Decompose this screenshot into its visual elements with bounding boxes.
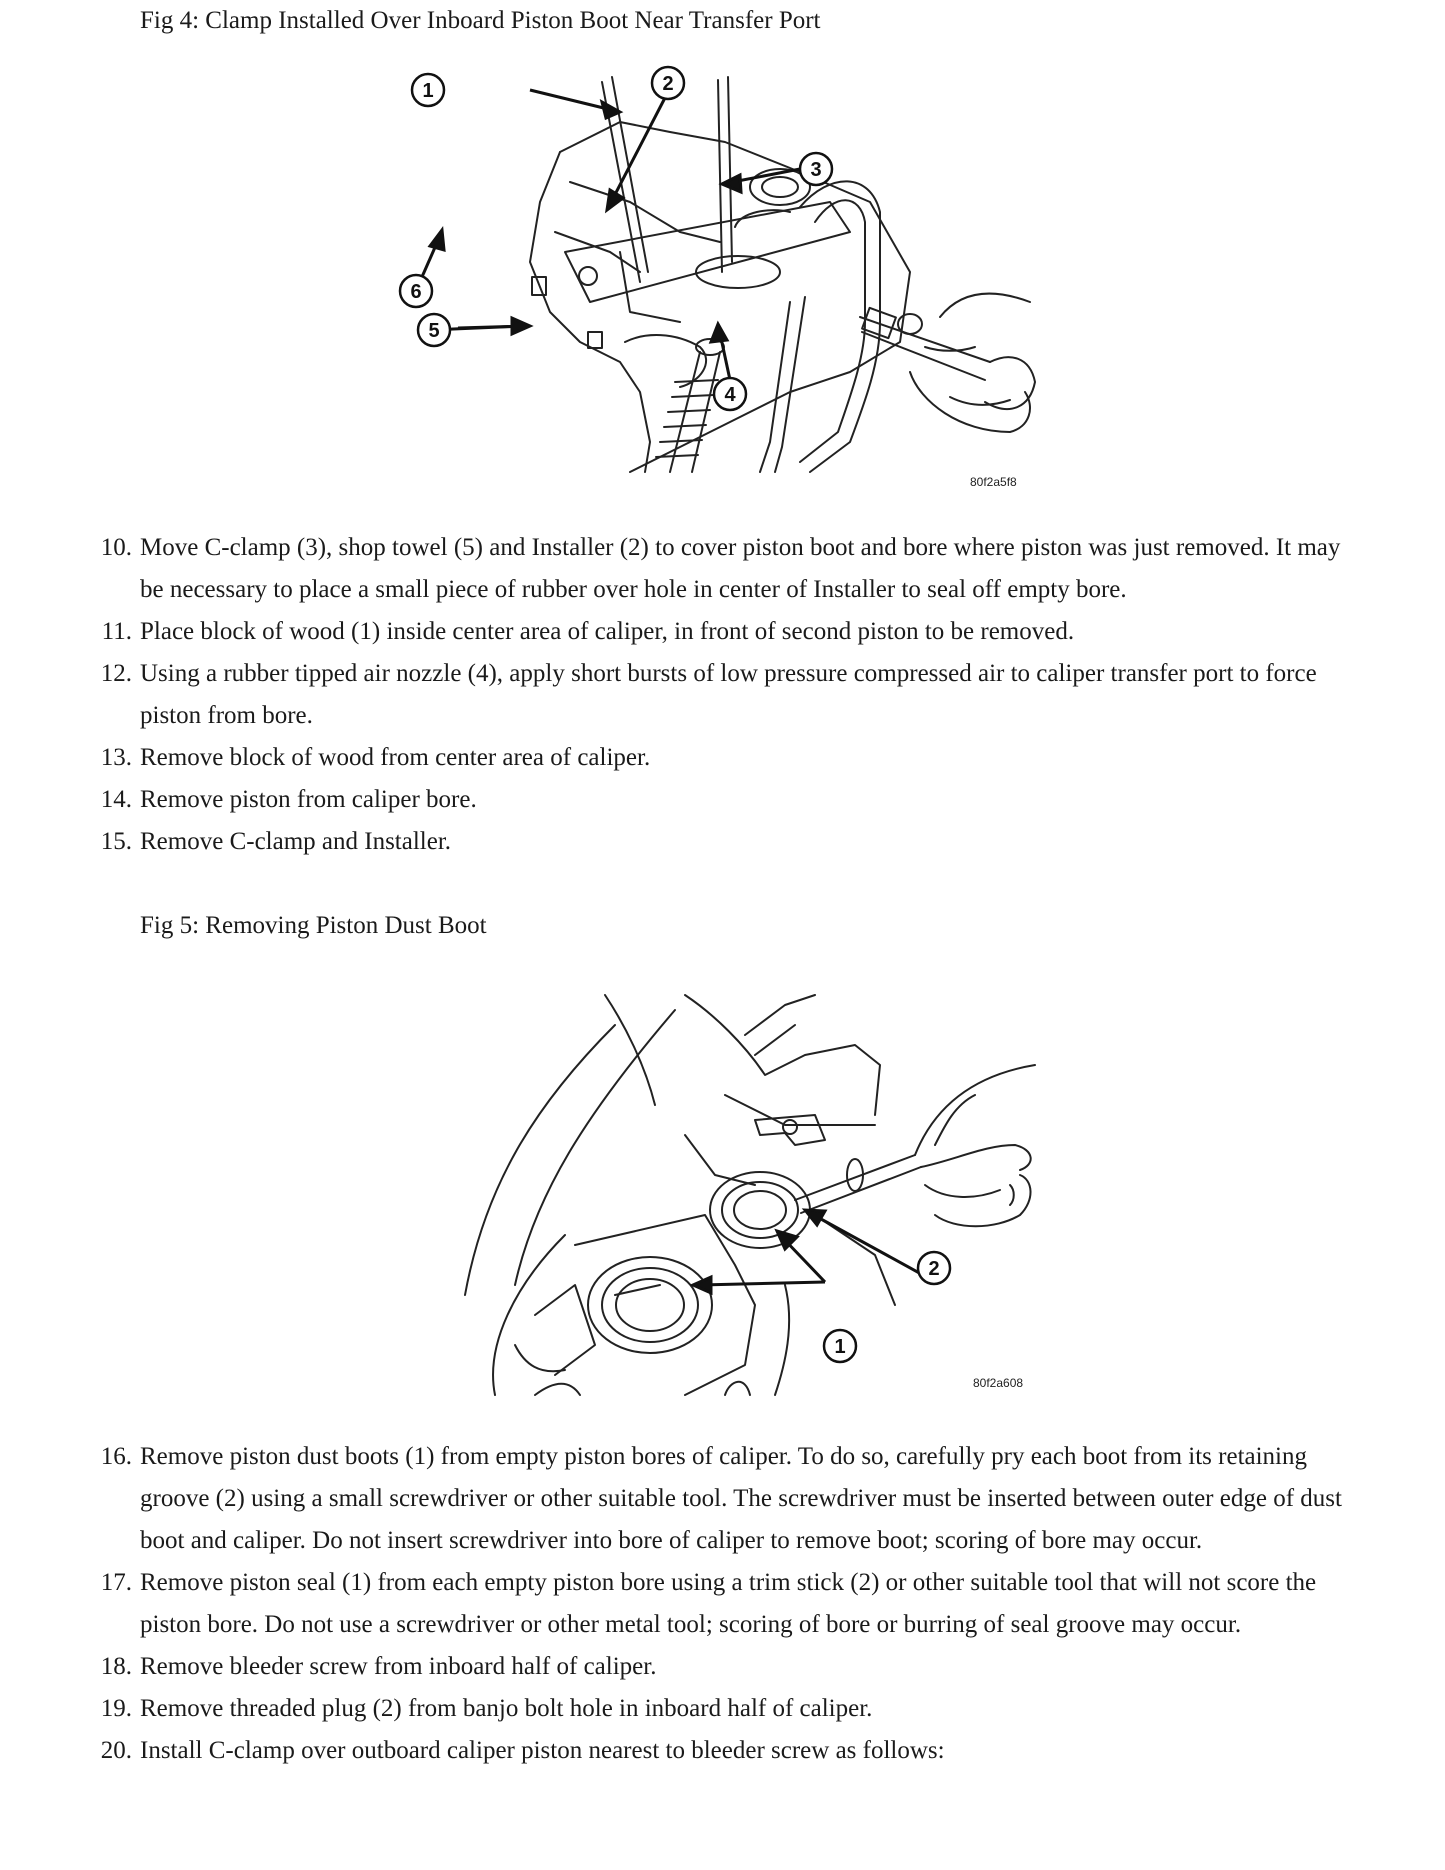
step-text: Place block of wood (1) inside center area of caliper, in front of second piston to be removed. bbox=[140, 618, 1075, 645]
fig5-caption: Fig 5: Removing Piston Dust Boot bbox=[140, 912, 487, 939]
step-text: Using a rubber tipped air nozzle (4), apply short bursts of low pressure compressed air to caliper transfer port to force piston from bore. bbox=[140, 660, 1317, 729]
svg-text:2: 2 bbox=[662, 73, 674, 95]
svg-text:4: 4 bbox=[724, 384, 736, 406]
step-text: Remove C-clamp and Installer. bbox=[140, 828, 452, 855]
fig5-illustration bbox=[455, 985, 1045, 1405]
list-item bbox=[0, 1646, 1445, 1688]
step-number: 14. bbox=[100, 786, 132, 813]
list-item bbox=[0, 1436, 1445, 1562]
fig4-callout-5 bbox=[418, 314, 450, 346]
list-item bbox=[0, 653, 1445, 737]
list-item bbox=[0, 737, 1445, 779]
svg-text:1: 1 bbox=[422, 80, 434, 102]
svg-text:2: 2 bbox=[928, 1258, 940, 1280]
fig4-caption: Fig 4: Clamp Installed Over Inboard Piston Boot Near Transfer Port bbox=[140, 7, 821, 34]
step-number: 19. bbox=[100, 1695, 132, 1722]
step-text: Remove bleeder screw from inboard half of caliper. bbox=[140, 1653, 657, 1680]
fig4-image-code: 80f2a5f8 bbox=[970, 475, 1017, 489]
step-text: Remove block of wood from center area of caliper. bbox=[140, 744, 651, 771]
fig5-callout-2 bbox=[918, 1252, 950, 1284]
list-item bbox=[0, 821, 1445, 863]
step-number: 20. bbox=[100, 1737, 132, 1764]
fig4-callout-6 bbox=[400, 275, 432, 307]
fig5-image-code: 80f2a608 bbox=[973, 1376, 1024, 1390]
fig4-callouts bbox=[410, 62, 1040, 492]
svg-text:6: 6 bbox=[410, 281, 422, 303]
list-item bbox=[0, 611, 1445, 653]
fig4-illustration bbox=[410, 62, 1040, 492]
step-text: Remove piston from caliper bore. bbox=[140, 786, 477, 813]
fig4-callout-4 bbox=[714, 378, 746, 410]
steps-list-b bbox=[0, 1436, 1445, 1772]
fig4-callout-2 bbox=[652, 67, 684, 99]
step-text: Remove threaded plug (2) from banjo bolt hole in inboard half of caliper. bbox=[140, 1695, 873, 1722]
list-item bbox=[0, 1688, 1445, 1730]
step-text: Install C-clamp over outboard caliper piston nearest to bleeder screw as follows: bbox=[140, 1737, 945, 1764]
svg-text:3: 3 bbox=[810, 159, 822, 181]
step-number: 17. bbox=[100, 1569, 132, 1596]
step-number: 15. bbox=[100, 828, 132, 855]
step-number: 12. bbox=[100, 660, 132, 687]
list-item bbox=[0, 779, 1445, 821]
step-text: Remove piston dust boots (1) from empty piston bores of caliper. To do so, carefully pry each boot from its retaining groove (2) using a small screwdriver or other suitable tool. The screwdriver must be inserted between outer edge of dust boot and caliper. Do not insert screwdriver into bore of caliper to remove boot; scoring of bore may occur. bbox=[140, 1443, 1342, 1554]
fig4-callout-3 bbox=[800, 153, 832, 185]
step-number: 16. bbox=[100, 1443, 132, 1470]
list-item bbox=[0, 1730, 1445, 1772]
fig5-callout-1 bbox=[824, 1330, 856, 1362]
step-text: Remove piston seal (1) from each empty piston bore using a trim stick (2) or other suitable tool that will not score the piston bore. Do not use a screwdriver or other metal tool; scoring of bore or burring of seal groove may occur. bbox=[140, 1569, 1317, 1638]
svg-text:5: 5 bbox=[428, 320, 440, 342]
step-number: 10. bbox=[100, 534, 132, 561]
fig4-callout-1 bbox=[412, 74, 444, 106]
steps-list-a bbox=[0, 527, 1445, 863]
fig5-callouts bbox=[455, 985, 1045, 1405]
step-number: 18. bbox=[100, 1653, 132, 1680]
list-item bbox=[0, 1562, 1445, 1646]
step-number: 13. bbox=[100, 744, 132, 771]
step-text: Move C-clamp (3), shop towel (5) and Installer (2) to cover piston boot and bore where piston was just removed. It may be necessary to place a small piece of rubber over hole in center of Installer to seal off empty bore. bbox=[140, 534, 1341, 603]
svg-text:1: 1 bbox=[834, 1336, 846, 1358]
list-item bbox=[0, 527, 1445, 611]
step-number: 11. bbox=[101, 618, 132, 645]
